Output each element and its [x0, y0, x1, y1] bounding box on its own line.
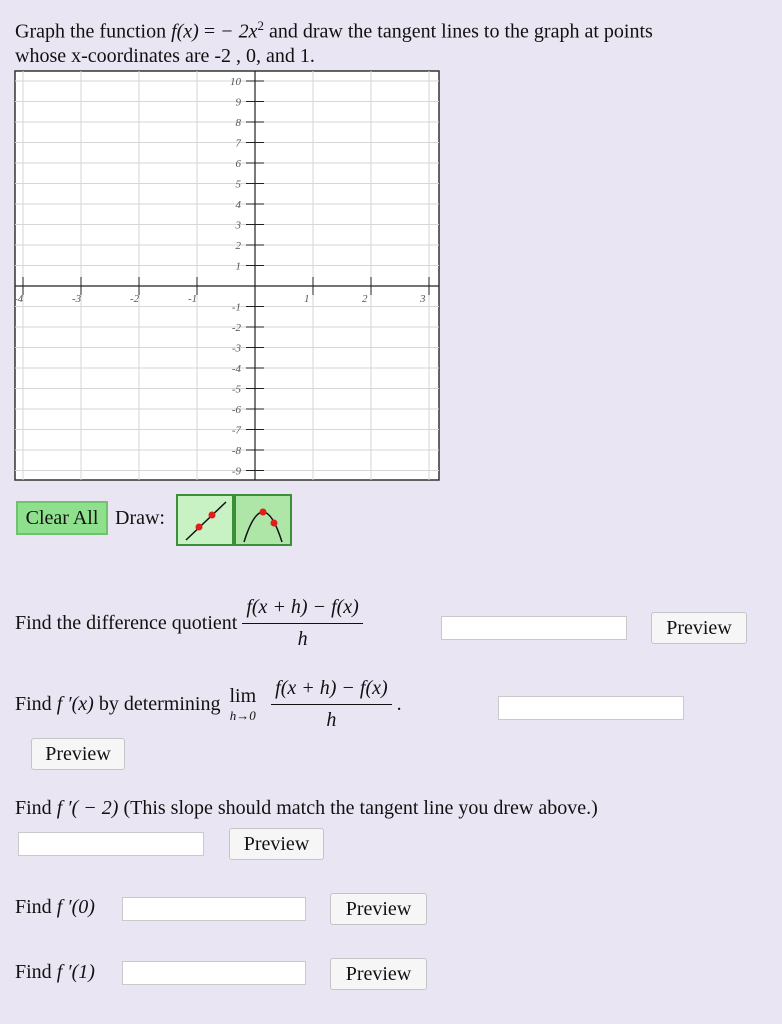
q2-fraction	[271, 677, 392, 732]
q1-preview-button[interactable]: Preview	[651, 612, 747, 644]
slope-at-0-input[interactable]	[122, 897, 306, 921]
q3-fprime: f ′( − 2)	[56, 797, 119, 819]
draw-label: Draw:	[115, 507, 165, 529]
x-tick-label: -3	[72, 293, 82, 305]
q1-row	[15, 596, 363, 651]
function-expression: − 2x	[220, 20, 258, 43]
x-tick-label: 2	[362, 293, 368, 305]
y-tick-label: -6	[231, 404, 241, 416]
q5-row	[15, 961, 95, 984]
question-line-1	[15, 18, 653, 44]
y-tick-label: -9	[231, 465, 241, 478]
q2-limit	[229, 685, 256, 724]
parabola-tool-button[interactable]	[234, 494, 292, 546]
q4-fprime: f ′(0)	[56, 896, 95, 918]
y-tick-label: 2	[235, 240, 241, 252]
y-tick-label: -7	[231, 424, 241, 437]
q4-preview-button[interactable]: Preview	[330, 893, 427, 925]
question-intro: Graph the function	[15, 20, 167, 43]
x-tick-label: 3	[420, 293, 426, 305]
x-tick-label: -1	[188, 293, 198, 305]
y-tick-label: -3	[231, 342, 241, 355]
difference-quotient-input[interactable]	[441, 616, 627, 640]
q2-numerator: f(x + h) − f(x)	[271, 677, 392, 705]
q3-preview-button[interactable]: Preview	[229, 828, 324, 860]
x-tick-label: 1	[304, 293, 310, 305]
y-tick-label: -8	[231, 445, 241, 457]
y-tick-label: -2	[231, 322, 241, 334]
q2-preview-button[interactable]: Preview	[31, 738, 125, 770]
y-tick-label: -5	[231, 383, 241, 396]
y-tick-label: 4	[235, 199, 241, 211]
q2-prompt-a: Find	[15, 693, 52, 715]
y-tick-label: 10	[230, 76, 241, 88]
slope-at-neg2-input[interactable]	[18, 832, 204, 856]
slope-at-1-input[interactable]	[122, 961, 306, 985]
q5-preview-button[interactable]: Preview	[330, 958, 427, 990]
q4-row	[15, 896, 95, 919]
q5-fprime: f ′(1)	[56, 961, 95, 983]
q2-lim: lim	[229, 685, 257, 707]
clear-all-button[interactable]: Clear All	[16, 501, 108, 535]
y-tick-label: -1	[231, 301, 241, 314]
q1-numerator: f(x + h) − f(x)	[242, 596, 363, 624]
y-tick-label: 6	[235, 158, 241, 170]
q2-dot: .	[396, 693, 402, 715]
line-tool-icon	[178, 496, 232, 544]
line-tool-button[interactable]	[176, 494, 234, 546]
q1-denominator: h	[297, 628, 308, 650]
q2-lim-sub: h→0	[229, 708, 256, 723]
y-tick-label: 8	[235, 117, 241, 129]
q3-row	[15, 797, 598, 820]
equals-sign: =	[203, 20, 216, 43]
q2-fprime: f ′(x)	[56, 693, 94, 715]
q1-prompt: Find the difference quotient	[15, 612, 238, 634]
question-line-2: whose x-coordinates are -2 , 0, and 1.	[15, 45, 315, 67]
x-tick-label: -4	[14, 293, 24, 305]
question-rest: and draw the tangent lines to the graph at points	[269, 20, 653, 43]
q2-denominator: h	[326, 709, 337, 731]
derivative-input[interactable]	[498, 696, 684, 720]
y-tick-label: -4	[231, 363, 241, 375]
q4-prompt: Find	[15, 896, 52, 918]
y-tick-label: 1	[235, 260, 241, 273]
y-tick-label: 3	[235, 219, 241, 232]
q3-prompt-a: Find	[15, 797, 52, 819]
function-exponent: 2	[257, 18, 264, 33]
graph-canvas[interactable]	[15, 71, 439, 480]
q2-prompt-b: by determining	[98, 693, 221, 715]
x-tick-label: -2	[130, 293, 140, 305]
y-tick-label: 5	[235, 178, 241, 191]
q2-row	[15, 677, 402, 732]
q1-fraction	[242, 596, 363, 651]
y-tick-label: 9	[235, 96, 241, 109]
function-name: f(x)	[171, 20, 199, 43]
q3-prompt-b: (This slope should match the tangent line you drew above.)	[123, 797, 598, 819]
y-tick-label: 7	[235, 137, 241, 150]
parabola-tool-icon	[236, 496, 290, 544]
q5-prompt: Find	[15, 961, 52, 983]
